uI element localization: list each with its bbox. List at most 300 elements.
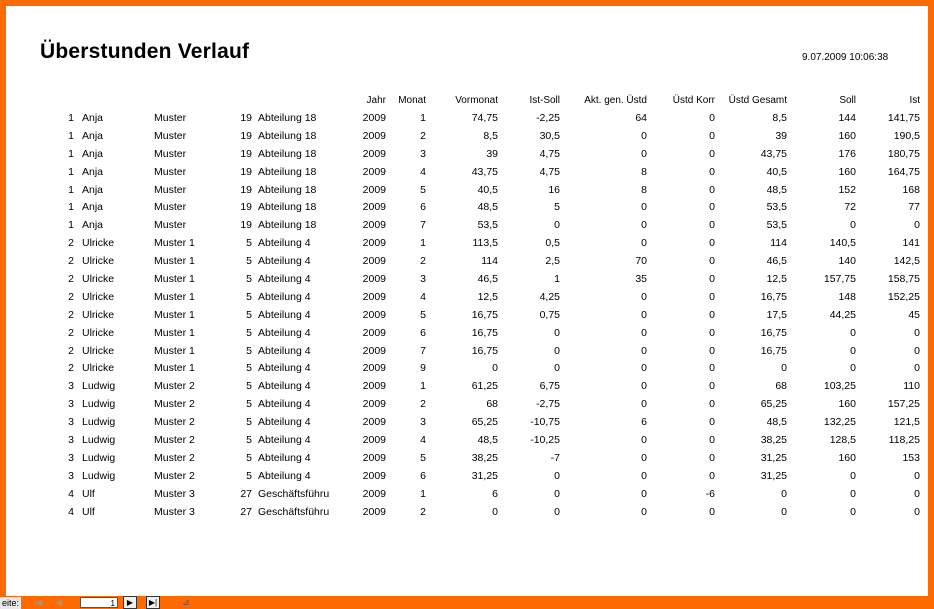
cell-dept-number: 5 bbox=[246, 255, 252, 268]
cell-ustd-korr: 0 bbox=[709, 362, 715, 375]
cell-akt-gen-ustd: 0 bbox=[641, 129, 647, 142]
cell-dept-number: 5 bbox=[246, 290, 252, 303]
cell-department: Abteilung 4 bbox=[258, 272, 311, 285]
cell-row-id: 1 bbox=[68, 147, 74, 160]
cell-vormonat: 74,75 bbox=[471, 111, 498, 124]
cell-ist: 142,5 bbox=[893, 255, 920, 268]
cell-department: Abteilung 18 bbox=[258, 201, 317, 214]
cell-soll: 0 bbox=[850, 505, 856, 518]
cell-ist-soll: 0 bbox=[554, 344, 560, 357]
cell-department: Geschäftsführu bbox=[258, 487, 330, 500]
cell-vormonat: 61,25 bbox=[471, 380, 498, 393]
cell-ist-soll: 5 bbox=[554, 201, 560, 214]
cell-dept-number: 5 bbox=[246, 380, 252, 393]
cell-last-name: Muster 2 bbox=[154, 398, 195, 411]
cell-ist: 168 bbox=[902, 183, 920, 196]
cell-ustd-korr: -6 bbox=[705, 487, 715, 500]
cell-dept-number: 19 bbox=[240, 201, 252, 214]
cell-ist-soll: -7 bbox=[550, 451, 560, 464]
cell-row-id: 1 bbox=[68, 111, 74, 124]
cell-row-id: 4 bbox=[68, 505, 74, 518]
cell-monat: 5 bbox=[420, 451, 426, 464]
cell-ustd-gesamt: 43,75 bbox=[760, 147, 787, 160]
cell-row-id: 2 bbox=[68, 362, 74, 375]
table-row bbox=[46, 377, 920, 395]
cell-ustd-korr: 0 bbox=[709, 433, 715, 446]
cell-ustd-gesamt: 40,5 bbox=[766, 165, 787, 178]
cell-row-id: 2 bbox=[68, 326, 74, 339]
cell-ustd-korr: 0 bbox=[709, 290, 715, 303]
cell-vormonat: 0 bbox=[492, 505, 498, 518]
cell-monat: 1 bbox=[420, 487, 426, 500]
cell-ist: 152,25 bbox=[887, 290, 920, 303]
cell-ist-soll: 0 bbox=[554, 505, 560, 518]
cell-vormonat: 0 bbox=[492, 362, 498, 375]
cell-soll: 160 bbox=[838, 398, 856, 411]
cell-first-name: Anja bbox=[82, 147, 104, 160]
table-row bbox=[46, 413, 920, 431]
cell-soll: 103,25 bbox=[823, 380, 856, 393]
cell-ist: 141,75 bbox=[887, 111, 920, 124]
cell-ustd-gesamt: 114 bbox=[770, 237, 787, 250]
cell-first-name: Anja bbox=[82, 219, 104, 232]
table-row bbox=[46, 342, 920, 360]
cell-ist-soll: 4,75 bbox=[539, 147, 560, 160]
cell-monat: 4 bbox=[420, 433, 426, 446]
cell-dept-number: 5 bbox=[246, 237, 252, 250]
cell-dept-number: 5 bbox=[246, 398, 252, 411]
cell-department: Abteilung 18 bbox=[258, 147, 317, 160]
cell-akt-gen-ustd: 0 bbox=[641, 487, 647, 500]
header-lastname bbox=[154, 91, 224, 109]
cell-first-name: Anja bbox=[82, 165, 104, 178]
cell-akt-gen-ustd: 0 bbox=[641, 219, 647, 232]
header-jahr: Jahr bbox=[366, 94, 386, 106]
cell-department: Abteilung 4 bbox=[258, 469, 311, 482]
cell-ist-soll: 2,5 bbox=[545, 255, 560, 268]
cell-akt-gen-ustd: 6 bbox=[641, 416, 647, 429]
cell-ist-soll: 6,75 bbox=[539, 380, 560, 393]
cell-last-name: Muster 1 bbox=[154, 326, 195, 339]
table-row bbox=[46, 270, 920, 288]
cell-soll: 144 bbox=[838, 111, 856, 124]
cell-ist-soll: 0 bbox=[554, 487, 560, 500]
cell-soll: 128,5 bbox=[829, 433, 856, 446]
cell-department: Abteilung 4 bbox=[258, 308, 311, 321]
cell-department: Abteilung 4 bbox=[258, 255, 311, 268]
cell-ustd-korr: 0 bbox=[709, 165, 715, 178]
report-title: Überstunden Verlauf bbox=[40, 40, 250, 63]
cell-last-name: Muster bbox=[154, 147, 187, 160]
header-akt-gen-ustd: Akt. gen. Üstd bbox=[584, 94, 647, 106]
cell-row-id: 2 bbox=[68, 255, 74, 268]
cell-first-name: Ludwig bbox=[82, 416, 116, 429]
cell-jahr: 2009 bbox=[362, 326, 386, 339]
cell-dept-number: 19 bbox=[240, 219, 252, 232]
cell-department: Abteilung 4 bbox=[258, 237, 311, 250]
cell-department: Abteilung 4 bbox=[258, 433, 311, 446]
cell-ist: 164,75 bbox=[887, 165, 920, 178]
cell-dept-number: 5 bbox=[246, 272, 252, 285]
cell-first-name: Ludwig bbox=[82, 433, 116, 446]
cell-ist: 110 bbox=[903, 380, 920, 393]
cell-ustd-gesamt: 16,75 bbox=[760, 344, 787, 357]
table-row bbox=[46, 485, 920, 503]
cell-soll: 152 bbox=[838, 183, 856, 196]
cell-vormonat: 16,75 bbox=[471, 344, 498, 357]
table-row bbox=[46, 234, 920, 252]
cell-dept-number: 27 bbox=[240, 487, 252, 500]
cell-ustd-gesamt: 48,5 bbox=[766, 183, 787, 196]
cell-dept-number: 19 bbox=[240, 111, 252, 124]
cell-vormonat: 6 bbox=[492, 487, 498, 500]
table-row bbox=[46, 359, 920, 377]
cell-jahr: 2009 bbox=[362, 362, 386, 375]
cell-ustd-korr: 0 bbox=[709, 201, 715, 214]
cell-ist-soll: 4,25 bbox=[539, 290, 560, 303]
cell-ist-soll: 0 bbox=[554, 362, 560, 375]
cell-row-id: 2 bbox=[68, 237, 74, 250]
cell-akt-gen-ustd: 0 bbox=[641, 237, 647, 250]
cell-first-name: Ulricke bbox=[82, 326, 115, 339]
cell-jahr: 2009 bbox=[362, 272, 386, 285]
cell-monat: 4 bbox=[420, 290, 426, 303]
cell-first-name: Anja bbox=[82, 111, 104, 124]
cell-soll: 0 bbox=[850, 487, 856, 500]
cell-jahr: 2009 bbox=[362, 308, 386, 321]
cell-first-name: Ulricke bbox=[82, 290, 115, 303]
header-monat: Monat bbox=[398, 94, 426, 106]
table-row bbox=[46, 324, 920, 342]
report-page bbox=[6, 6, 928, 596]
table-row bbox=[46, 467, 920, 485]
cell-akt-gen-ustd: 0 bbox=[641, 326, 647, 339]
cell-vormonat: 8,5 bbox=[483, 129, 498, 142]
cell-ist: 0 bbox=[914, 487, 920, 500]
cell-last-name: Muster 3 bbox=[154, 487, 195, 500]
cell-row-id: 1 bbox=[68, 165, 74, 178]
cell-department: Abteilung 4 bbox=[258, 344, 311, 357]
cell-soll: 0 bbox=[850, 362, 856, 375]
cell-first-name: Ulricke bbox=[82, 272, 115, 285]
cell-jahr: 2009 bbox=[362, 433, 386, 446]
cell-ist: 118,25 bbox=[888, 433, 920, 446]
cell-row-id: 3 bbox=[68, 469, 74, 482]
cell-akt-gen-ustd: 70 bbox=[635, 255, 647, 268]
header-ustd-gesamt: Üstd Gesamt bbox=[728, 94, 787, 106]
cell-vormonat: 31,25 bbox=[471, 469, 498, 482]
cell-ist: 0 bbox=[914, 219, 920, 232]
cell-dept-number: 27 bbox=[240, 505, 252, 518]
table-row bbox=[46, 306, 920, 324]
header-ustd-korr: Üstd Korr bbox=[672, 94, 715, 106]
table-header-row bbox=[46, 91, 920, 109]
cell-akt-gen-ustd: 8 bbox=[641, 183, 647, 196]
cell-ist: 157,25 bbox=[887, 398, 920, 411]
cell-vormonat: 12,5 bbox=[477, 290, 498, 303]
cell-row-id: 1 bbox=[68, 183, 74, 196]
cell-akt-gen-ustd: 0 bbox=[641, 201, 647, 214]
cell-ist: 0 bbox=[914, 505, 920, 518]
table-row bbox=[46, 145, 920, 163]
cell-last-name: Muster bbox=[154, 129, 187, 142]
cell-jahr: 2009 bbox=[362, 129, 386, 142]
cell-akt-gen-ustd: 0 bbox=[641, 380, 647, 393]
cell-first-name: Ulf bbox=[82, 487, 95, 500]
cell-ustd-gesamt: 38,25 bbox=[760, 433, 787, 446]
cell-ustd-korr: 0 bbox=[709, 272, 715, 285]
table-row bbox=[46, 252, 920, 270]
cell-first-name: Ludwig bbox=[82, 451, 116, 464]
cell-monat: 7 bbox=[420, 344, 426, 357]
cell-dept-number: 5 bbox=[246, 451, 252, 464]
cell-department: Abteilung 4 bbox=[258, 326, 311, 339]
cell-akt-gen-ustd: 0 bbox=[641, 398, 647, 411]
cell-ustd-gesamt: 12,5 bbox=[766, 272, 787, 285]
cell-monat: 2 bbox=[420, 255, 426, 268]
header-ist-soll: Ist-Soll bbox=[529, 94, 560, 106]
cell-first-name: Ulricke bbox=[82, 344, 115, 357]
cell-soll: 157,75 bbox=[823, 272, 856, 285]
cell-last-name: Muster bbox=[154, 111, 187, 124]
cell-monat: 6 bbox=[420, 469, 426, 482]
last-page-button[interactable]: ▶| bbox=[146, 596, 160, 609]
cell-first-name: Anja bbox=[82, 201, 104, 214]
cell-ustd-gesamt: 65,25 bbox=[760, 398, 787, 411]
table-row bbox=[46, 216, 920, 234]
cell-last-name: Muster bbox=[154, 219, 187, 232]
cell-ustd-korr: 0 bbox=[709, 398, 715, 411]
cell-akt-gen-ustd: 35 bbox=[635, 272, 647, 285]
cell-row-id: 2 bbox=[68, 272, 74, 285]
cell-ist: 0 bbox=[914, 469, 920, 482]
cell-last-name: Muster bbox=[154, 165, 187, 178]
cell-ustd-korr: 0 bbox=[709, 308, 715, 321]
previous-page-icon[interactable]: ◀ bbox=[56, 598, 63, 607]
page-number-input[interactable]: 1 bbox=[80, 597, 118, 608]
cell-vormonat: 40,5 bbox=[477, 183, 498, 196]
cell-ustd-korr: 0 bbox=[709, 469, 715, 482]
cell-ist-soll: -10,75 bbox=[530, 416, 560, 429]
cell-dept-number: 19 bbox=[240, 129, 252, 142]
cell-akt-gen-ustd: 8 bbox=[641, 165, 647, 178]
cell-row-id: 3 bbox=[68, 451, 74, 464]
cell-last-name: Muster 2 bbox=[154, 380, 195, 393]
cell-ist: 190,5 bbox=[893, 129, 920, 142]
cell-last-name: Muster 1 bbox=[154, 290, 195, 303]
next-page-button[interactable]: ▶ bbox=[123, 596, 137, 609]
cell-department: Abteilung 4 bbox=[258, 398, 311, 411]
filter-icon[interactable]: ⊿ bbox=[182, 597, 190, 607]
cell-jahr: 2009 bbox=[362, 469, 386, 482]
cell-ustd-gesamt: 16,75 bbox=[760, 326, 787, 339]
cell-ist: 45 bbox=[908, 308, 920, 321]
cell-vormonat: 16,75 bbox=[471, 326, 498, 339]
cell-jahr: 2009 bbox=[362, 290, 386, 303]
cell-monat: 2 bbox=[420, 129, 426, 142]
cell-first-name: Ulricke bbox=[82, 255, 115, 268]
cell-vormonat: 46,5 bbox=[477, 272, 498, 285]
cell-ustd-gesamt: 68 bbox=[775, 380, 787, 393]
cell-ustd-korr: 0 bbox=[709, 380, 715, 393]
cell-ist: 180,75 bbox=[887, 147, 920, 160]
cell-dept-number: 19 bbox=[240, 165, 252, 178]
cell-ist: 77 bbox=[908, 201, 920, 214]
cell-ustd-gesamt: 16,75 bbox=[760, 290, 787, 303]
cell-ist-soll: 0,75 bbox=[539, 308, 560, 321]
cell-ist: 0 bbox=[914, 326, 920, 339]
cell-ist: 121,5 bbox=[893, 416, 920, 429]
cell-dept-number: 19 bbox=[240, 147, 252, 160]
cell-jahr: 2009 bbox=[362, 183, 386, 196]
cell-ustd-korr: 0 bbox=[709, 129, 715, 142]
cell-jahr: 2009 bbox=[362, 147, 386, 160]
cell-first-name: Ulricke bbox=[82, 237, 115, 250]
cell-last-name: Muster bbox=[154, 183, 187, 196]
cell-monat: 3 bbox=[420, 147, 426, 160]
cell-first-name: Ulf bbox=[82, 505, 95, 518]
cell-monat: 6 bbox=[420, 326, 426, 339]
header-department bbox=[258, 91, 350, 109]
header-soll: Soll bbox=[839, 94, 856, 106]
cell-row-id: 4 bbox=[68, 487, 74, 500]
cell-jahr: 2009 bbox=[362, 380, 386, 393]
cell-dept-number: 5 bbox=[246, 326, 252, 339]
cell-dept-number: 5 bbox=[246, 362, 252, 375]
cell-jahr: 2009 bbox=[362, 219, 386, 232]
cell-ustd-korr: 0 bbox=[709, 255, 715, 268]
cell-last-name: Muster 1 bbox=[154, 255, 195, 268]
cell-dept-number: 5 bbox=[246, 433, 252, 446]
cell-ist: 153 bbox=[902, 451, 920, 464]
cell-last-name: Muster 2 bbox=[154, 451, 195, 464]
cell-monat: 3 bbox=[420, 272, 426, 285]
cell-ist-soll: 30,5 bbox=[539, 129, 560, 142]
table-body bbox=[46, 109, 920, 520]
cell-last-name: Muster 2 bbox=[154, 469, 195, 482]
cell-first-name: Ludwig bbox=[82, 469, 116, 482]
cell-department: Abteilung 18 bbox=[258, 183, 317, 196]
cell-row-id: 3 bbox=[68, 416, 74, 429]
table-row bbox=[46, 449, 920, 467]
cell-ustd-gesamt: 8,5 bbox=[772, 111, 787, 124]
cell-first-name: Ulricke bbox=[82, 308, 115, 321]
table-row bbox=[46, 288, 920, 306]
cell-vormonat: 68 bbox=[486, 398, 498, 411]
cell-jahr: 2009 bbox=[362, 111, 386, 124]
cell-row-id: 3 bbox=[68, 398, 74, 411]
table-row bbox=[46, 198, 920, 216]
cell-ustd-korr: 0 bbox=[709, 451, 715, 464]
cell-akt-gen-ustd: 64 bbox=[635, 111, 647, 124]
header-firstname bbox=[82, 91, 154, 109]
cell-jahr: 2009 bbox=[362, 416, 386, 429]
cell-department: Abteilung 4 bbox=[258, 380, 311, 393]
report-timestamp: 9.07.2009 10:06:38 bbox=[802, 52, 889, 63]
cell-ist-soll: 4,75 bbox=[539, 165, 560, 178]
cell-akt-gen-ustd: 0 bbox=[641, 505, 647, 518]
cell-ustd-gesamt: 0 bbox=[781, 487, 787, 500]
table-row bbox=[46, 503, 920, 521]
cell-ist-soll: 0,5 bbox=[545, 237, 560, 250]
cell-ustd-gesamt: 0 bbox=[781, 362, 787, 375]
cell-akt-gen-ustd: 0 bbox=[641, 308, 647, 321]
cell-vormonat: 48,5 bbox=[477, 433, 498, 446]
cell-ustd-gesamt: 0 bbox=[781, 505, 787, 518]
cell-department: Geschäftsführu bbox=[258, 505, 330, 518]
cell-dept-number: 19 bbox=[240, 183, 252, 196]
table-row bbox=[46, 109, 920, 127]
cell-ist: 158,75 bbox=[887, 272, 920, 285]
cell-akt-gen-ustd: 0 bbox=[641, 469, 647, 482]
cell-first-name: Anja bbox=[82, 183, 104, 196]
cell-soll: 0 bbox=[850, 326, 856, 339]
cell-monat: 7 bbox=[420, 219, 426, 232]
cell-ustd-gesamt: 48,5 bbox=[766, 416, 787, 429]
cell-soll: 148 bbox=[838, 290, 856, 303]
cell-monat: 6 bbox=[420, 201, 426, 214]
table-row bbox=[46, 431, 920, 449]
cell-last-name: Muster 1 bbox=[154, 344, 195, 357]
cell-monat: 1 bbox=[420, 380, 426, 393]
cell-ist: 141 bbox=[902, 237, 920, 250]
cell-monat: 5 bbox=[420, 183, 426, 196]
cell-monat: 9 bbox=[420, 362, 426, 375]
cell-soll: 160 bbox=[838, 165, 856, 178]
cell-ustd-korr: 0 bbox=[709, 344, 715, 357]
cell-jahr: 2009 bbox=[362, 487, 386, 500]
cell-first-name: Ulricke bbox=[82, 362, 115, 375]
cell-monat: 2 bbox=[420, 505, 426, 518]
cell-ist-soll: -2,25 bbox=[536, 111, 560, 124]
cell-ustd-korr: 0 bbox=[709, 237, 715, 250]
cell-last-name: Muster 3 bbox=[154, 505, 195, 518]
cell-soll: 140 bbox=[838, 255, 856, 268]
cell-ustd-gesamt: 31,25 bbox=[760, 469, 787, 482]
cell-ist-soll: -10,25 bbox=[530, 433, 560, 446]
cell-soll: 0 bbox=[850, 469, 856, 482]
cell-soll: 44,25 bbox=[829, 308, 856, 321]
cell-monat: 3 bbox=[420, 416, 426, 429]
header-id bbox=[46, 91, 82, 109]
cell-department: Abteilung 4 bbox=[258, 290, 311, 303]
cell-dept-number: 5 bbox=[246, 469, 252, 482]
first-page-icon[interactable]: |◀ bbox=[34, 598, 43, 607]
cell-ustd-korr: 0 bbox=[709, 505, 715, 518]
cell-dept-number: 5 bbox=[246, 308, 252, 321]
cell-monat: 5 bbox=[420, 308, 426, 321]
cell-first-name: Anja bbox=[82, 129, 104, 142]
cell-department: Abteilung 18 bbox=[258, 219, 317, 232]
cell-ist-soll: 1 bbox=[554, 272, 560, 285]
cell-akt-gen-ustd: 0 bbox=[641, 290, 647, 303]
cell-vormonat: 53,5 bbox=[477, 219, 498, 232]
header-dept-no bbox=[224, 91, 258, 109]
cell-vormonat: 39 bbox=[486, 147, 498, 160]
cell-dept-number: 5 bbox=[246, 344, 252, 357]
table-row bbox=[46, 181, 920, 199]
cell-ustd-korr: 0 bbox=[709, 111, 715, 124]
cell-soll: 0 bbox=[850, 344, 856, 357]
cell-soll: 176 bbox=[838, 147, 856, 160]
table-row bbox=[46, 163, 920, 181]
cell-ustd-gesamt: 53,5 bbox=[766, 201, 787, 214]
cell-ist-soll: -2,75 bbox=[536, 398, 560, 411]
cell-department: Abteilung 18 bbox=[258, 111, 317, 124]
header-ist: Ist bbox=[909, 94, 920, 106]
cell-soll: 132,25 bbox=[823, 416, 856, 429]
cell-row-id: 2 bbox=[68, 344, 74, 357]
